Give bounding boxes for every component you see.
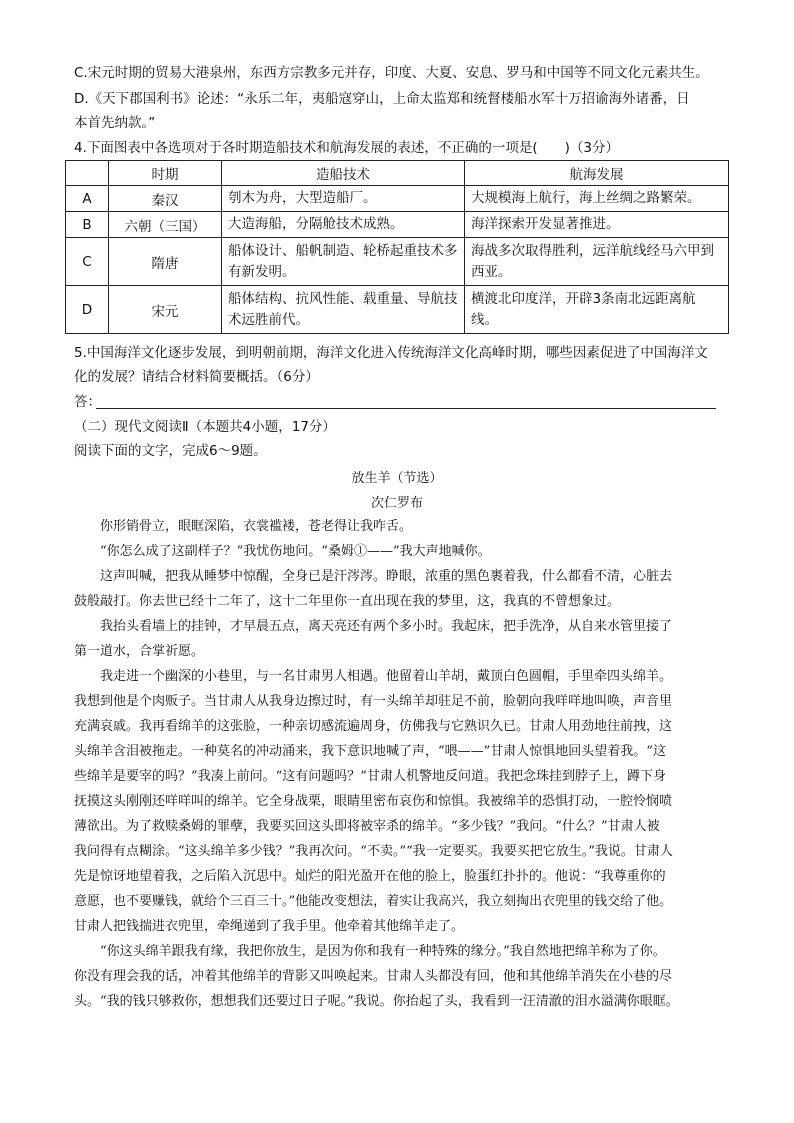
row-dev-line: 海战多次取得胜利，远洋航线经马六甲到 [471, 242, 714, 259]
row-dev [465, 286, 729, 334]
passage-line: 些绵羊是要宰的吗？”我凑上前问。“这有问题吗？”甘肃人机警地反问道。我把念珠挂到脖子上，蹲下身 [74, 769, 666, 784]
row-dev-line: 大规模海上航行，海上丝绸之路繁荣。 [471, 190, 701, 206]
passage-line: “你怎么成了这副样子？”我忧伤地问。“桑姆①——”我大声地喊你。 [100, 544, 491, 559]
row-tech-line: 刳木为舟，大型造船厂。 [228, 190, 377, 206]
passage-line: 头。“我的钱只够救你，想想我们还要过日子呢。”我说。你抬起了头，我看到一汪清澈的泪水溢满你眼眶。 [74, 994, 679, 1009]
passage-paragraph [74, 614, 724, 664]
row-dev [465, 212, 729, 238]
section-heading: （二）现代文阅读Ⅱ（本题共4小题，17分） [74, 419, 336, 435]
passage-line: 甘肃人把钱揣进衣兜里，牵绳递到了我手里。他牵着其他绵羊走了。 [74, 919, 465, 934]
row-label: C [66, 238, 109, 286]
passage-line: 鼓般敲打。你去世已经十二年了，这十二年里你一直出现在我的梦里，这，我真的不曾想象过。 [74, 594, 621, 609]
passage-line: 我走进一个幽深的小巷里，与一名甘肃男人相遇。他留着山羊胡，戴顶白色圆帽，手里牵四头绵羊。 [100, 669, 673, 684]
row-tech-line: 大造海船，分隔舱技术成熟。 [228, 216, 404, 232]
passage-line: 充满哀戚。我再看绵羊的这张脸，一种亲切感流遍周身，仿佛我与它熟识久已。甘肃人用劲地往前拽，这 [74, 719, 673, 734]
option-d-line2: 本首先纳款。” [74, 115, 156, 131]
row-label: A [66, 186, 109, 212]
answer-line[interactable] [96, 408, 716, 409]
passage-line: 这声叫喊，把我从睡梦中惊醒，全身已是汗涔涔。睁眼，浓重的黑色裹着我，什么都看不清，心脏去 [100, 569, 673, 584]
ship-tech-table [65, 160, 729, 334]
row-label: B [66, 212, 109, 238]
row-era: 六朝（三国） [109, 212, 222, 238]
passage-line: 你没有理会我的话，冲着其他绵羊的背影又叫唤起来。甘肃人头都没有回，他和其他绵羊消失在小巷的尽 [74, 969, 673, 984]
passage-line: 意愿，也不要赚钱，就给个三百三十。”他能改变想法，着实让我高兴，我立刻掏出衣兜里的钱交给了他。 [74, 894, 673, 909]
row-tech [222, 186, 465, 212]
table-row [66, 212, 729, 238]
row-tech [222, 212, 465, 238]
option-d-line1: D.《天下郡国利书》论述：“永乐二年，夷船寇穿山，上命太监郑和统督楼船水军十万招谕海外诸番，日 [74, 91, 690, 107]
passage-line: 抚摸这头刚刚还咩咩叫的绵羊。它全身战栗，眼睛里密布哀伤和惊惧。我被绵羊的恐惧打动，一腔怜悯喷 [74, 794, 673, 809]
passage-line: 薄欲出。为了救赎桑姆的罪孽，我要买回这头即将被宰杀的绵羊。“多少钱？”我问。“什么？”甘肃人被 [74, 819, 660, 834]
table-header-tech: 造船技术 [222, 161, 465, 186]
answer-label: 答： [74, 394, 101, 410]
row-label: D [66, 286, 109, 334]
passage-author: 次仁罗布 [370, 496, 423, 511]
passage-line: 我抬头看墙上的挂钟，才早晨五点，离天亮还有两个多小时。我起床，把手洗净，从自来水管里接了 [100, 619, 673, 634]
row-tech-line: 船体结构、抗风性能、载重量、导航技 [228, 290, 458, 307]
question-4-stem: 4.下面图表中各选项对于各时期造船技术和航海发展的表述，不正确的一项是( )（3分） [74, 140, 620, 156]
passage-line: 第一道水，合掌祈愿。 [74, 644, 205, 659]
row-dev [465, 186, 729, 212]
passage-paragraph [74, 939, 724, 1014]
passage-paragraph [74, 664, 724, 939]
table-row [66, 238, 729, 286]
row-tech-line: 有新发明。 [228, 263, 296, 280]
row-dev-line: 海洋探索开发显著推进。 [471, 216, 620, 232]
passage-paragraph [74, 539, 724, 564]
passage-paragraph [74, 514, 724, 539]
row-tech-line: 船体设计、船帆制造、轮桥起重技术多 [228, 242, 458, 259]
row-era: 秦汉 [109, 186, 222, 212]
table-header-dev: 航海发展 [465, 161, 729, 186]
row-dev [465, 238, 729, 286]
section-instruction: 阅读下面的文字，完成6～9题。 [74, 443, 267, 459]
table-row [66, 286, 729, 334]
row-era: 隋唐 [109, 238, 222, 286]
passage-paragraph [74, 564, 724, 614]
passage-line: 先是惊讶地望着我，之后陷入沉思中。灿烂的阳光盈开在他的脸上，脸蛋红扑扑的。他说：“我尊重你的 [74, 869, 666, 884]
passage-line: 头绵羊含泪被拖走。一种莫名的冲动涌来，我下意识地喊了声，“喂——”甘肃人惊惧地回头望着我。“这 [74, 744, 666, 759]
option-c: C.宋元时期的贸易大港泉州，东西方宗教多元并存，印度、大夏、安息、罗马和中国等不同文化元素共生。 [74, 65, 709, 81]
passage-line: 我问得有点糊涂。“这头绵羊多少钱？”我再次问。“不卖。”“我一定要买。我要买把它放生。”我说。甘肃人 [74, 844, 673, 859]
passage-line: 你形销骨立，眼眶深陷，衣裳褴褛，苍老得让我咋舌。 [100, 519, 413, 534]
passage-line: 我想到他是个肉贩子。当甘肃人从我身边擦过时，有一头绵羊却驻足不前，脸朝向我咩咩地叫唤，声音里 [74, 694, 673, 709]
question-5-line2: 化的发展？请结合材料简要概括。（6分） [74, 369, 319, 385]
table-header-era: 时期 [109, 161, 222, 186]
table-header-label [66, 161, 109, 186]
row-tech [222, 238, 465, 286]
row-dev-line: 西亚。 [471, 263, 512, 280]
table-header-row [66, 161, 729, 186]
row-dev-line: 横渡北印度洋，开辟3条南北远距离航线。 [471, 290, 696, 328]
question-5-line1: 5.中国海洋文化逐步发展，到明朝前期，海洋文化进入传统海洋文化高峰时期，哪些因素促进了中国海洋文 [74, 345, 708, 361]
row-tech [222, 286, 465, 334]
row-tech-line: 术远胜前代。 [228, 311, 309, 328]
row-era: 宋元 [109, 286, 222, 334]
table-row [66, 186, 729, 212]
passage-line: “你这头绵羊跟我有缘，我把你放生，是因为你和我有一种特殊的缘分。”我自然地把绵羊称为了你。 [100, 944, 666, 959]
passage-title: 放生羊（节选） [351, 471, 443, 486]
